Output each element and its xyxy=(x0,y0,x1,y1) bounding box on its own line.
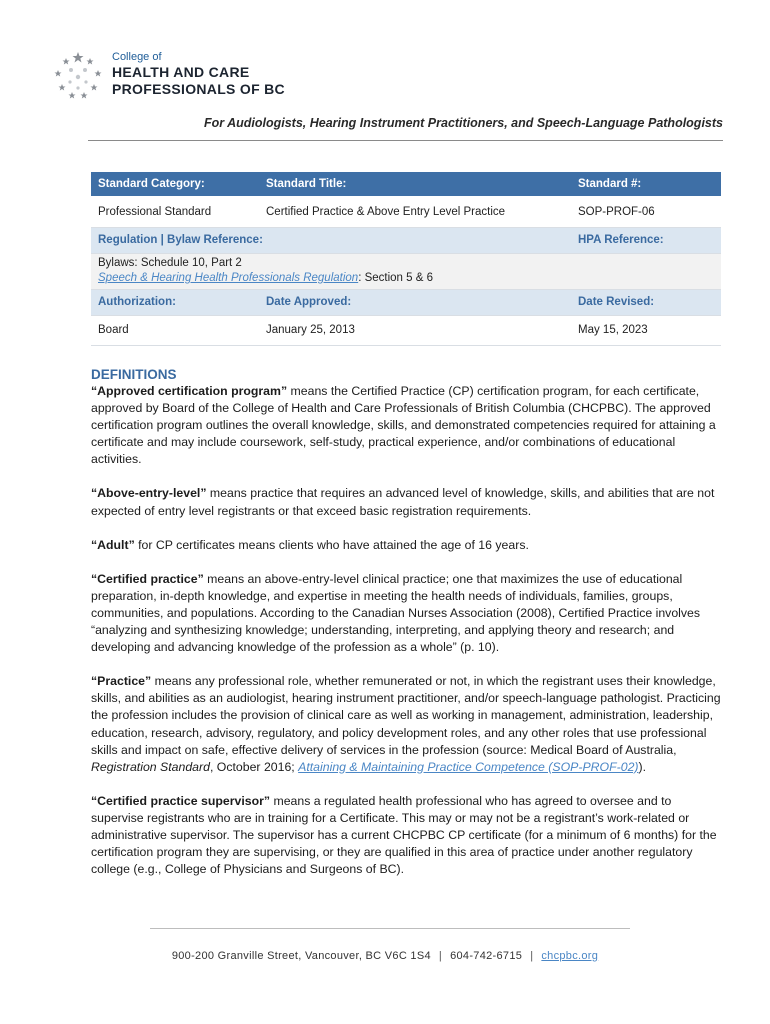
header-revised: Date Revised: xyxy=(571,289,721,315)
table-row xyxy=(91,315,721,345)
header-approved: Date Approved: xyxy=(259,289,571,315)
title-value: Certified Practice & Above Entry Level Practice xyxy=(259,197,571,227)
header xyxy=(52,46,732,116)
definition-term: “Certified practice” xyxy=(91,571,204,586)
footer-address: 900-200 Granville Street, Vancouver, BC V6C 1S4 xyxy=(171,950,431,962)
definition-term: “Certified practice supervisor” xyxy=(91,793,271,808)
number-value: SOP-PROF-06 xyxy=(571,197,721,227)
bylaws-text: Bylaws: Schedule 10, Part 2 xyxy=(98,257,242,269)
header-authorization: Authorization: xyxy=(91,289,259,315)
category-value: Professional Standard xyxy=(91,197,259,227)
header-category: Standard Category: xyxy=(91,172,259,197)
definition-text: , October 2016; xyxy=(209,759,299,774)
definition-above-entry-level xyxy=(91,485,723,519)
footer-separator: | xyxy=(438,950,443,962)
table-subheader-row xyxy=(91,289,721,315)
college-name-line2: HEALTH AND CARE xyxy=(112,64,250,80)
college-name xyxy=(112,50,285,98)
table-row xyxy=(91,253,721,289)
definition-text: means practice that requires an advanced level of knowledge, skills, and abilities that are not expected of entry level registrants or that exceed basic registration requirements. xyxy=(91,486,715,518)
footer-website-link[interactable]: chcpbc.org xyxy=(541,950,599,962)
college-name-line3: PROFESSIONALS OF BC xyxy=(112,81,285,97)
definition-term: “Approved certification program” xyxy=(91,384,288,398)
header-number: Standard #: xyxy=(571,172,721,197)
subtitle-divider xyxy=(88,140,723,141)
definition-term: “Above-entry-level” xyxy=(91,486,207,501)
regulation-link[interactable]: Speech & Hearing Health Professionals Regulation xyxy=(98,272,359,284)
definition-approved-program xyxy=(91,383,723,468)
header-hpa: HPA Reference: xyxy=(571,227,721,253)
definition-adult xyxy=(91,537,723,554)
definitions-heading: DEFINITIONS xyxy=(91,367,177,382)
regulation-value xyxy=(91,253,571,289)
college-logo-icon xyxy=(52,50,104,102)
definition-text: means an above-entry-level clinical practice; one that maximizes the use of educational preparation, in-depth knowledge, and expertise in meeting the health needs of individuals, families, groups, communities, and populations. According to the Canadian Nurses Association (2008), Certified Practice involves “analyzing and synthesizing knowledge; understanding, interpreting, and applying theory and research; and developing and advancing knowledge of the profession as a whole” (p. 10). xyxy=(91,571,701,655)
definition-text: means a regulated health professional who has agreed to oversee and to supervise registrants who are in training for a Certificate. This may or may not be a registrant’s work-related or administrative supervisor. The supervisor has a current CHCPBC CP certificate (for a minimum of 6 months) for the certification program they are supervising, or they are qualified in this area of practice under another regulatory college (e.g., College of Physicians and Surgeons of BC). xyxy=(91,793,717,877)
registration-standard-title: Registration Standard xyxy=(91,759,210,774)
definition-certified-practice xyxy=(91,571,723,656)
hpa-value xyxy=(571,253,721,289)
table-header-row xyxy=(91,172,721,197)
table-row xyxy=(91,197,721,227)
definition-text: for CP certificates means clients who have attained the age of 16 years. xyxy=(134,537,529,552)
header-title: Standard Title: xyxy=(259,172,571,197)
college-name-line1: College of xyxy=(112,51,162,63)
definitions-section xyxy=(91,366,723,895)
revised-value: May 15, 2023 xyxy=(571,315,721,345)
definition-practice-supervisor xyxy=(91,793,723,878)
footer-separator: | xyxy=(530,950,534,962)
standard-info-table xyxy=(91,172,721,346)
definition-text: means any professional role, whether remunerated or not, in which the registrant uses their knowledge, skills, and abilities as an audiologist, hearing instrument practitioner, and/or speech-language pathologist. Practicing the profession includes the provision of clinical care as well as working in management, administration, leadership, education, research, advisory, regulatory, and policy development roles, and any other roles that use professional skills and impact on safe, effective delivery of services in the profession (source: Medical Board of Australia, xyxy=(91,674,721,757)
regulation-suffix: : Section 5 & 6 xyxy=(358,272,433,284)
header-regulation: Regulation | Bylaw Reference: xyxy=(91,227,571,253)
definition-text: means the Certified Practice (CP) certification program, for each certificate, approved by Board of the College of Health and Care Professionals of British Columbia (CHCPBC). The approved certification program outlines the overall knowledge, skills, and demonstrated competencies required for attaining a certificate and may include coursework, self-study, practical experience, and/or combinations of educational activities. xyxy=(91,384,716,467)
footer-divider xyxy=(150,928,630,929)
definition-text: ). xyxy=(638,759,647,774)
definition-practice xyxy=(91,673,723,776)
footer xyxy=(0,950,770,962)
footer-phone: 604-742-6715 xyxy=(450,950,523,962)
table-subheader-row xyxy=(91,227,721,253)
approved-value: January 25, 2013 xyxy=(259,315,571,345)
authorization-value: Board xyxy=(91,315,259,345)
competence-standard-link[interactable]: Attaining & Maintaining Practice Competence (SOP-PROF-02) xyxy=(298,759,639,774)
document-subtitle: For Audiologists, Hearing Instrument Practitioners, and Speech-Language Pathologists xyxy=(203,116,723,130)
definition-term: “Practice” xyxy=(91,674,152,689)
definition-term: “Adult” xyxy=(91,537,135,552)
